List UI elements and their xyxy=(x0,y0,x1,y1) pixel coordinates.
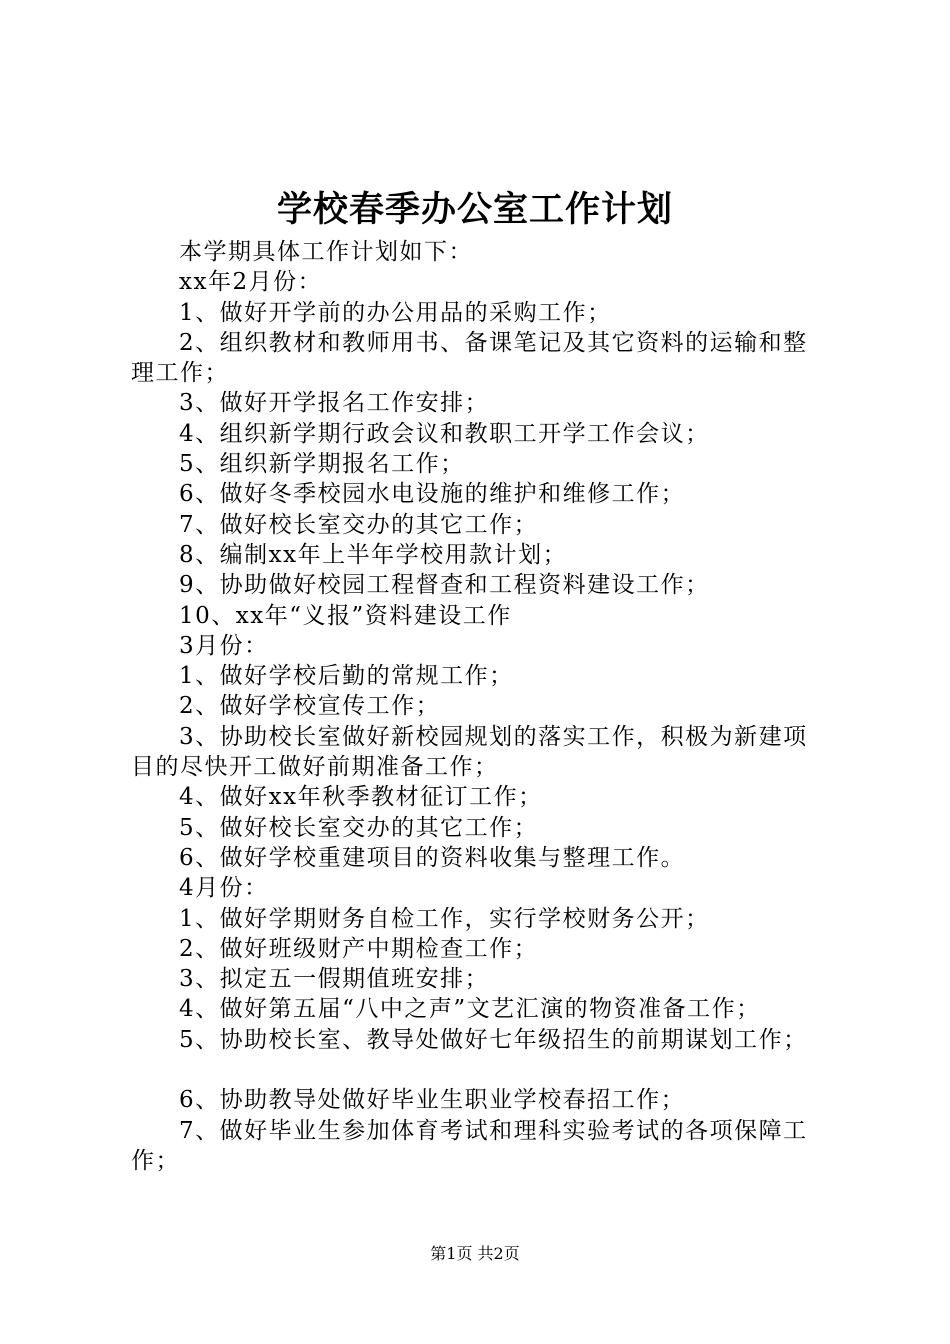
paragraph-line: 4、做好xx年秋季教材征订工作； xyxy=(179,784,543,811)
paragraph-line: 3、拟定五一假期值班安排； xyxy=(179,966,490,993)
paragraph-line: 3、协助校长室做好新校园规划的落实工作，积极为新建项 xyxy=(179,723,808,750)
paragraph-line: 4月份： xyxy=(179,875,269,902)
paragraph-line: 6、协助教导处做好毕业生职业学校春招工作； xyxy=(179,1087,686,1114)
paragraph-line: 目的尽快开工做好前期准备工作； xyxy=(131,754,499,781)
paragraph-line: 7、做好校长室交办的其它工作； xyxy=(179,511,539,538)
paragraph-line: 2、做好学校宣传工作； xyxy=(179,693,441,720)
paragraph-line: 5、做好校长室交办的其它工作； xyxy=(179,814,539,841)
paragraph-line: 7、做好毕业生参加体育考试和理科实验考试的各项保障工 xyxy=(179,1117,808,1144)
paragraph-line: 理工作； xyxy=(131,360,229,387)
paragraph-line: 5、协助校长室、教导处做好七年级招生的前期谋划工作； xyxy=(179,1026,808,1053)
paragraph-line: 6、做好学校重建项目的资料收集与整理工作。 xyxy=(179,844,686,871)
paragraph-line: 2、做好班级财产中期检查工作； xyxy=(179,935,539,962)
paragraph-line: 4、组织新学期行政会议和教职工开学工作会议； xyxy=(179,420,710,447)
page-footer: 第1页 共2页 xyxy=(430,1244,520,1263)
document-title: 学校春季办公室工作计划 xyxy=(276,189,673,230)
paragraph-line xyxy=(131,1055,839,1085)
paragraph-line: 1、做好学期财务自检工作，实行学校财务公开； xyxy=(179,905,710,932)
paragraph-line: 6、做好冬季校园水电设施的维护和维修工作； xyxy=(179,481,686,508)
paragraph-line: 10、xx年“义报”资料建设工作 xyxy=(179,602,512,629)
paragraph-line: 1、做好学校后勤的常规工作； xyxy=(179,663,514,690)
paragraph-line: 4、做好第五届“八中之声”文艺汇演的物资准备工作； xyxy=(179,996,761,1023)
paragraph-line: 2、组织教材和教师用书、备课笔记及其它资料的运输和整 xyxy=(179,329,808,356)
paragraph-line: 1、做好开学前的办公用品的采购工作； xyxy=(179,299,612,326)
document-body xyxy=(131,237,839,1176)
paragraph-line: 8、编制xx年上半年学校用款计划； xyxy=(179,541,568,568)
paragraph-line: 9、协助做好校园工程督查和工程资料建设工作； xyxy=(179,572,710,599)
paragraph-line: 3、做好开学报名工作安排； xyxy=(179,390,490,417)
paragraph-line: 本学期具体工作计划如下： xyxy=(179,239,473,265)
paragraph-line: 作； xyxy=(131,1147,180,1174)
paragraph-line: xx年2月份： xyxy=(179,269,323,296)
paragraph-line: 5、组织新学期报名工作； xyxy=(179,451,465,478)
paragraph-line: 3月份： xyxy=(179,632,269,659)
